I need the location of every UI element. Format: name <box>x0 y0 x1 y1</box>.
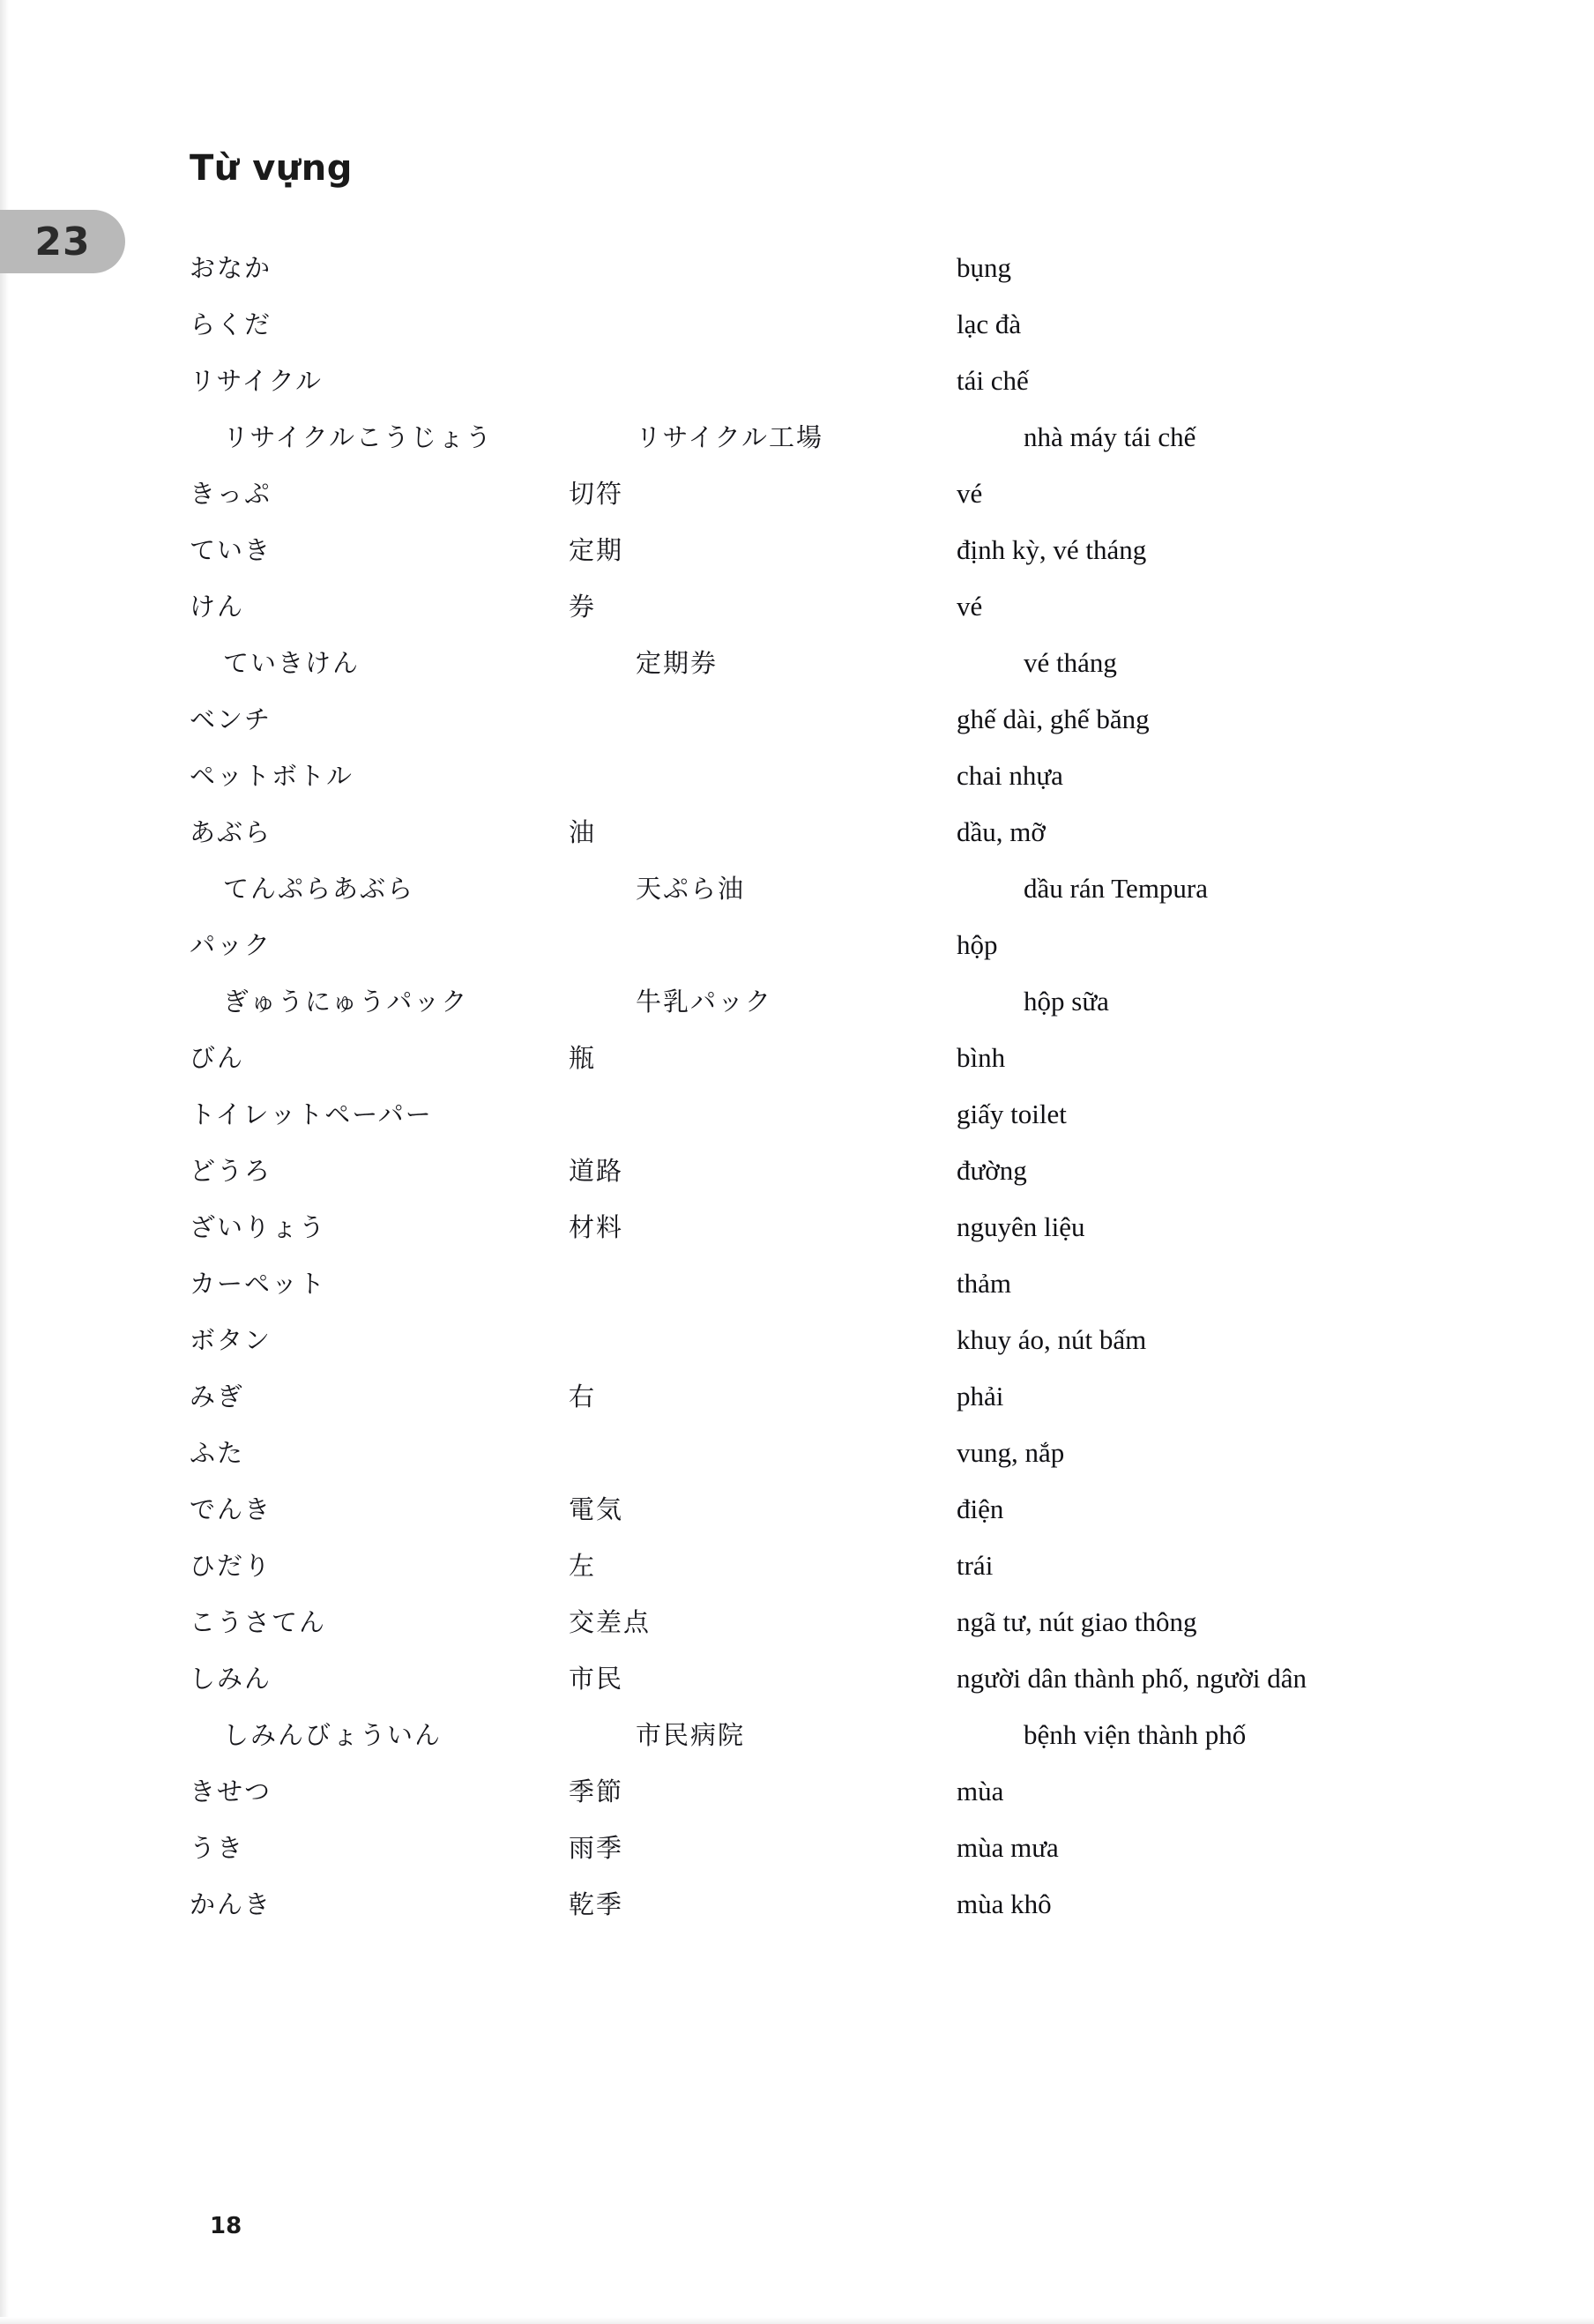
vocabulary-kana: てんぷらあぶら <box>223 874 415 904</box>
vocabulary-kana: どうろ <box>190 1156 272 1186</box>
vocabulary-kana: かんき <box>190 1889 272 1919</box>
vocabulary-row <box>190 522 1441 578</box>
vocabulary-translation: trái <box>957 1550 994 1581</box>
vocabulary-translation: mùa <box>957 1776 1004 1806</box>
vocabulary-kana: ていきけん <box>223 648 361 678</box>
vocabulary-kana: びん <box>190 1043 245 1073</box>
vocabulary-row <box>190 578 1441 635</box>
vocabulary-translation: người dân thành phố, người dân <box>957 1663 1307 1694</box>
vocabulary-kana: パック <box>190 930 272 960</box>
vocabulary-kana: みぎ <box>190 1382 245 1412</box>
vocabulary-translation: mùa mưa <box>957 1832 1059 1863</box>
vocabulary-row <box>190 635 1441 691</box>
vocabulary-row <box>190 1425 1441 1481</box>
vocabulary-row <box>190 353 1441 409</box>
vocabulary-translation: vé tháng <box>1024 647 1117 678</box>
vocabulary-kanji: リサイクル工場 <box>636 422 823 452</box>
vocabulary-row <box>190 1538 1441 1594</box>
vocabulary-translation: dầu rán Tempura <box>1024 873 1209 904</box>
vocabulary-kana: きせつ <box>190 1777 272 1806</box>
vocabulary-list <box>190 240 1441 1933</box>
vocabulary-kana: リサイクルこうじょう <box>223 422 493 452</box>
vocabulary-translation: phải <box>957 1381 1004 1412</box>
vocabulary-translation: bệnh viện thành phố <box>1024 1719 1247 1750</box>
vocabulary-kana: けん <box>190 592 245 622</box>
page-title: Từ vựng <box>190 148 353 189</box>
vocabulary-translation: vung, nắp <box>957 1437 1065 1468</box>
vocabulary-translation: bụng <box>957 252 1011 283</box>
vocabulary-translation: vé <box>957 478 983 509</box>
vocabulary-row <box>190 748 1441 804</box>
vocabulary-kana: ていき <box>190 535 272 565</box>
vocabulary-row <box>190 1086 1441 1143</box>
vocabulary-row <box>190 1255 1441 1312</box>
vocabulary-translation: điện <box>957 1493 1004 1524</box>
vocabulary-kanji: 左 <box>569 1551 597 1581</box>
vocabulary-kana: おなか <box>190 253 272 283</box>
vocabulary-kana: あぶら <box>190 817 272 847</box>
vocabulary-kana: でんき <box>190 1494 272 1524</box>
vocabulary-kanji: 材料 <box>569 1212 624 1242</box>
vocabulary-translation: dầu, mỡ <box>957 816 1046 847</box>
vocabulary-row <box>190 973 1441 1030</box>
vocabulary-kana: うき <box>190 1833 245 1863</box>
vocabulary-translation: định kỳ, vé tháng <box>957 534 1147 565</box>
vocabulary-translation: mùa khô <box>957 1888 1052 1919</box>
vocabulary-row <box>190 1199 1441 1255</box>
vocabulary-kanji: 季節 <box>569 1777 624 1806</box>
vocabulary-kanji: 油 <box>569 817 597 847</box>
vocabulary-kana: らくだ <box>190 309 272 339</box>
vocabulary-row <box>190 1481 1441 1538</box>
vocabulary-translation: nguyên liệu <box>957 1211 1085 1242</box>
chapter-number: 23 <box>34 219 91 264</box>
vocabulary-translation: ghế dài, ghế băng <box>957 704 1150 734</box>
vocabulary-row <box>190 860 1441 917</box>
vocabulary-row <box>190 804 1441 860</box>
vocabulary-translation: hộp sữa <box>1024 986 1109 1017</box>
vocabulary-kana: しみん <box>190 1664 272 1694</box>
page-number: 18 <box>210 2213 242 2239</box>
vocabulary-row <box>190 1650 1441 1707</box>
vocabulary-row <box>190 1368 1441 1425</box>
vocabulary-row <box>190 1707 1441 1763</box>
vocabulary-translation: khuy áo, nút bấm <box>957 1324 1147 1355</box>
vocabulary-kanji: 券 <box>569 592 597 622</box>
vocabulary-kana: ぎゅうにゅうパック <box>223 987 469 1017</box>
vocabulary-row <box>190 409 1441 466</box>
vocabulary-row <box>190 917 1441 973</box>
vocabulary-kanji: 切符 <box>569 479 624 509</box>
vocabulary-row <box>190 240 1441 296</box>
vocabulary-kana: ペットボトル <box>190 761 354 791</box>
vocabulary-kana: ベンチ <box>190 704 272 734</box>
vocabulary-kana: きっぷ <box>190 479 272 509</box>
vocabulary-kanji: 牛乳パック <box>636 987 773 1017</box>
vocabulary-kanji: 定期券 <box>636 648 719 678</box>
vocabulary-kanji: 乾季 <box>569 1889 624 1919</box>
vocabulary-kanji: 天ぷら油 <box>636 874 746 904</box>
vocabulary-kanji: 交差点 <box>569 1607 652 1637</box>
vocabulary-kana: カーペット <box>190 1269 327 1299</box>
vocabulary-kana: ふた <box>190 1438 245 1468</box>
page-bottom-shadow <box>0 2317 1594 2324</box>
vocabulary-kanji: 右 <box>569 1382 597 1412</box>
vocabulary-translation: nhà máy tái chế <box>1024 421 1196 452</box>
vocabulary-row <box>190 1594 1441 1650</box>
vocabulary-kana: こうさてん <box>190 1607 327 1637</box>
page-edge-shadow <box>0 0 9 2324</box>
vocabulary-kana: ざいりょう <box>190 1212 327 1242</box>
vocabulary-translation: lạc đà <box>957 309 1022 339</box>
vocabulary-translation: tái chế <box>957 365 1029 396</box>
vocabulary-row <box>190 1820 1441 1876</box>
chapter-number-tab <box>0 210 125 273</box>
vocabulary-translation: giấy toilet <box>957 1099 1067 1129</box>
vocabulary-kana: ボタン <box>190 1325 272 1355</box>
vocabulary-row <box>190 1876 1441 1933</box>
vocabulary-kanji: 道路 <box>569 1156 624 1186</box>
vocabulary-row <box>190 691 1441 748</box>
vocabulary-translation: hộp <box>957 929 998 960</box>
vocabulary-kanji: 市民 <box>569 1664 624 1694</box>
vocabulary-kana: しみんびょういん <box>223 1720 443 1750</box>
vocabulary-translation: chai nhựa <box>957 760 1063 791</box>
vocabulary-kanji: 雨季 <box>569 1833 624 1863</box>
vocabulary-kanji: 電気 <box>569 1494 624 1524</box>
vocabulary-translation: đường <box>957 1155 1027 1186</box>
vocabulary-kanji: 定期 <box>569 535 624 565</box>
vocabulary-translation: vé <box>957 591 983 622</box>
vocabulary-row <box>190 1763 1441 1820</box>
vocabulary-row <box>190 466 1441 522</box>
vocabulary-kanji: 市民病院 <box>636 1720 746 1750</box>
vocabulary-kana: リサイクル <box>190 366 323 396</box>
vocabulary-kana: トイレットペーパー <box>190 1099 433 1129</box>
vocabulary-kanji: 瓶 <box>569 1043 597 1073</box>
vocabulary-translation: thảm <box>957 1268 1011 1299</box>
vocabulary-row <box>190 1143 1441 1199</box>
vocabulary-translation: ngã tư, nút giao thông <box>957 1606 1197 1637</box>
vocabulary-kana: ひだり <box>190 1551 272 1581</box>
vocabulary-row <box>190 296 1441 353</box>
vocabulary-row <box>190 1312 1441 1368</box>
vocabulary-translation: bình <box>957 1042 1006 1073</box>
vocabulary-row <box>190 1030 1441 1086</box>
